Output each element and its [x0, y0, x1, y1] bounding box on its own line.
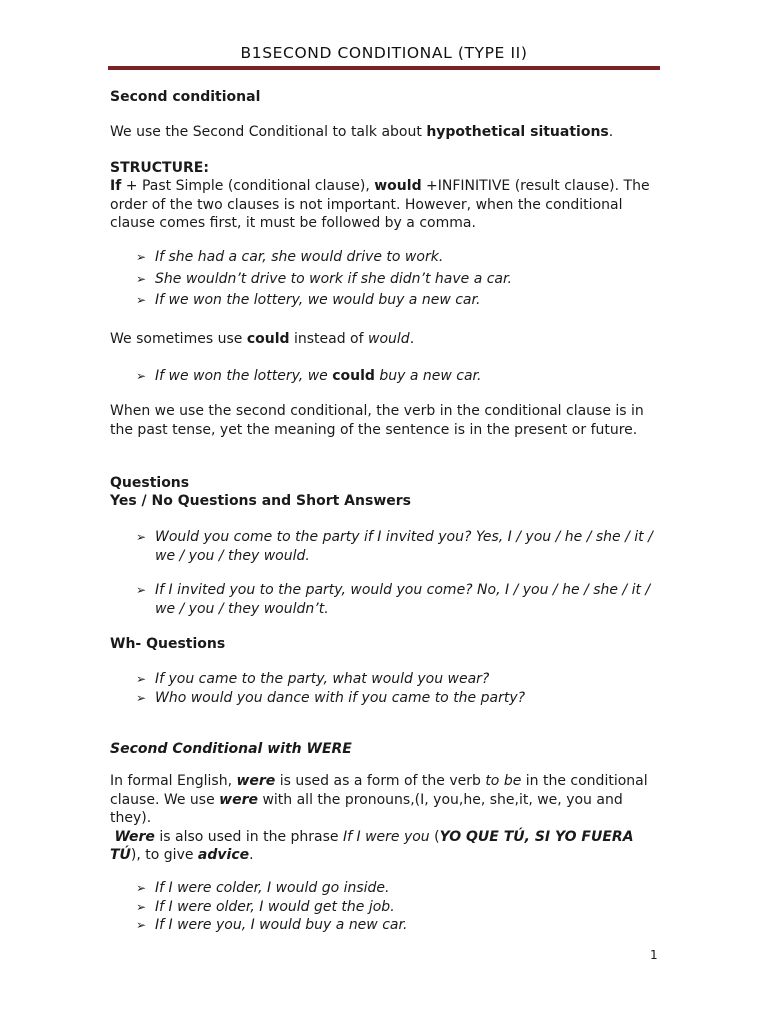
were-text-2: is used as a form of the verb: [275, 773, 486, 789]
were-bold-spanish: YO QUE TÚ, SI YO FUERA TÚ: [110, 828, 634, 863]
were-text-8: .: [249, 847, 254, 863]
example-text: [155, 367, 660, 386]
arrow-bullet-icon: ➢: [136, 369, 147, 383]
section-heading-second-conditional: Second conditional: [110, 89, 261, 105]
wh-questions-heading: Wh- Questions: [110, 636, 226, 652]
could-bold: could: [246, 331, 290, 347]
structure-would: would: [374, 178, 422, 194]
question-example-text: Would you come to the party if I invited you? Yes, I / you / he / she / it / we / you / they would.: [155, 529, 653, 564]
could-example-pre: If we won the lottery, we: [155, 368, 333, 384]
arrow-bullet-icon: ➢: [136, 272, 147, 286]
were-italic-to-be: to be: [485, 773, 522, 789]
could-text-2: instead of: [289, 331, 369, 347]
wh-example-text: If you came to the party, what would you wear?: [155, 671, 490, 687]
example-text: If she had a car, she would drive to work.: [155, 249, 444, 265]
wh-example-text: Who would you dance with if you came to the party?: [155, 690, 526, 706]
were-text-5: is also used in the phrase: [154, 828, 343, 845]
tense-note-paragraph: When we use the second conditional, the verb in the conditional clause is in the past tense, yet the meaning of the sentence is in the present or future.: [110, 403, 644, 438]
intro-period: .: [608, 124, 614, 140]
arrow-bullet-icon: ➢: [136, 583, 147, 597]
were-bold-2: were: [219, 791, 258, 808]
arrow-bullet-icon: ➢: [136, 691, 147, 705]
were-bold-1: were: [236, 773, 276, 789]
could-italic-would: would: [368, 331, 410, 347]
were-text-4: with all the pronouns,(I, you,he, she,it, we, you and they).: [110, 791, 623, 826]
arrow-bullet-icon: ➢: [136, 918, 147, 932]
were-text-7: ), to give: [130, 847, 198, 863]
arrow-bullet-icon: ➢: [136, 530, 147, 544]
arrow-bullet-icon: ➢: [136, 672, 147, 686]
arrow-bullet-icon: ➢: [136, 881, 147, 895]
example-text: She wouldn’t drive to work if she didn’t have a car.: [155, 271, 512, 287]
could-period: .: [409, 331, 415, 347]
intro-paragraph: [110, 123, 658, 142]
structure-if: If: [110, 178, 122, 194]
were-text-1: In formal English,: [110, 773, 237, 789]
were-section-heading: Second Conditional with WERE: [110, 741, 352, 757]
could-example-post: buy a new car.: [374, 368, 482, 384]
page-number: 1: [650, 948, 658, 962]
were-text-3: in the conditional clause. We use: [110, 773, 648, 808]
could-paragraph: [110, 330, 658, 349]
were-example-text: If I were older, I would get the job.: [155, 899, 395, 915]
could-text-1: We sometimes use: [110, 331, 247, 347]
page-title: B1SECOND CONDITIONAL (TYPE II): [240, 44, 528, 62]
were-paragraph: [110, 772, 658, 865]
were-bold-advice: advice: [197, 847, 250, 863]
could-example-bold: could: [332, 368, 375, 384]
intro-bold: hypothetical situations: [426, 124, 609, 140]
arrow-bullet-icon: ➢: [136, 293, 147, 307]
were-example-text: If I were colder, I would go inside.: [155, 880, 390, 896]
were-text-6: (: [429, 828, 440, 845]
yes-no-subheading: Yes / No Questions and Short Answers: [110, 493, 411, 509]
were-example-text: If I were you, I would buy a new car.: [155, 917, 408, 933]
arrow-bullet-icon: ➢: [136, 250, 147, 264]
example-text: If we won the lottery, we would buy a new car.: [155, 292, 481, 308]
question-example-text: If I invited you to the party, would you come? No, I / you / he / she / it / we / you / they wouldn’t.: [155, 582, 651, 617]
structure-heading: STRUCTURE:: [110, 160, 209, 176]
were-italic-phrase: If I were you: [342, 828, 430, 845]
arrow-bullet-icon: ➢: [136, 900, 147, 914]
structure-text-2: +INFINITIVE (result clause). The order of the two clauses is not important. However, when the conditional clause comes first, it must be followed by a comma.: [110, 178, 650, 231]
structure-paragraph: [110, 177, 658, 233]
questions-heading: Questions: [110, 475, 190, 491]
intro-text: We use the Second Conditional to talk about: [110, 124, 427, 140]
title-underline: [108, 66, 660, 70]
structure-text-1: + Past Simple (conditional clause),: [121, 178, 375, 194]
were-bold-3: Were: [114, 828, 155, 845]
